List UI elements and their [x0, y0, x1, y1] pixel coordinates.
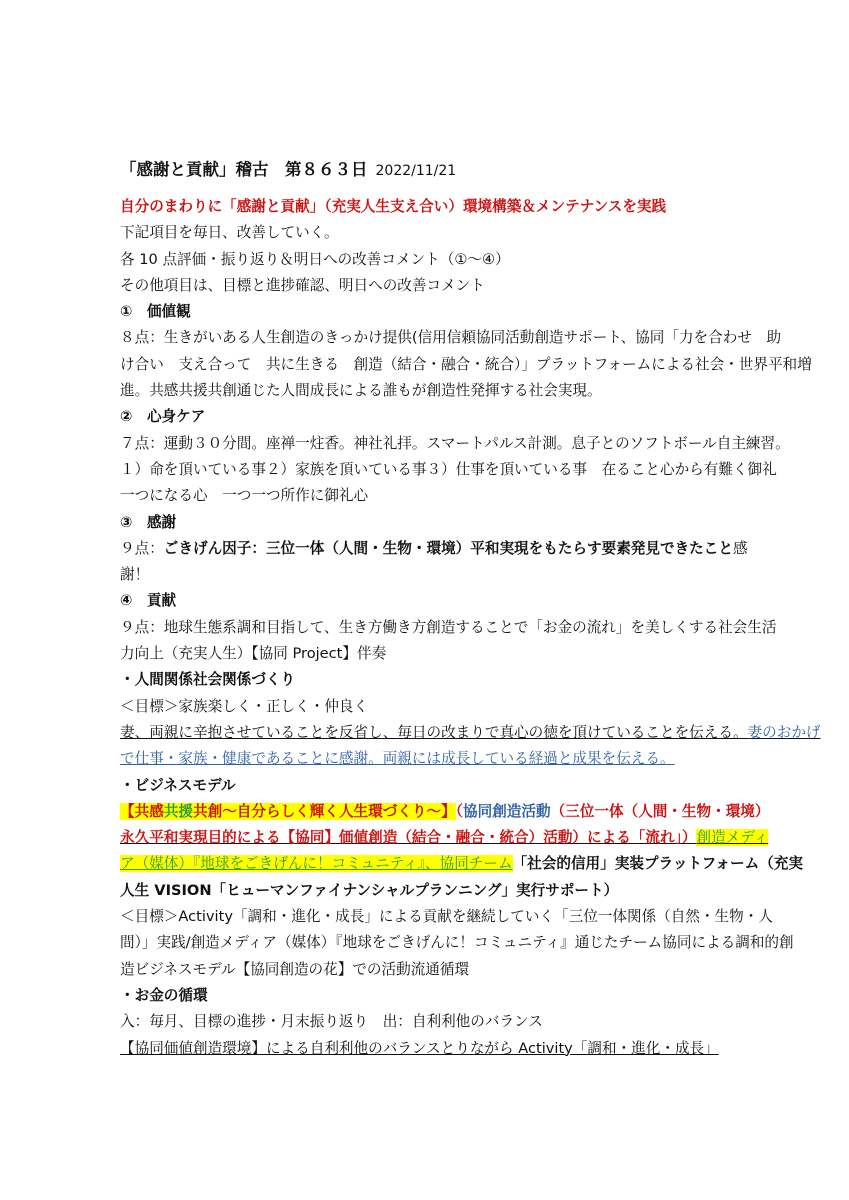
- section-text: 入：毎月、目標の進捗・月末振り返り 出：自利利他のバランス: [120, 1013, 543, 1031]
- business-line: [120, 851, 803, 877]
- text-span: 「社会的信用」実装プラットフォーム（充実: [512, 855, 803, 873]
- section-text: 力向上（充実人生）【協同 Project】伴奏: [120, 645, 387, 663]
- section-text: １）命を頂いている事２）家族を頂いている事３）仕事を頂いている事 在ること心から有難く御礼: [120, 460, 777, 478]
- section-text: で仕事・家族・健康であることに感謝。両親には成長している経過と成果を伝える。: [120, 750, 675, 768]
- section-text: 謝！: [120, 566, 150, 584]
- text-span: （三位一体（人間・生物・環境）: [550, 802, 770, 820]
- section-text: 一つになる心 一つ一つ所作に御礼心: [120, 487, 369, 505]
- text-span: 感: [732, 539, 748, 557]
- section-text: 進。共感共援共創通じた人間成長による誰もが創造性発揮する社会実現。: [120, 382, 602, 400]
- text-span: 永久平和実現目的による【協同】価値創造（結合・融合・統合）活動）による「流れ」）: [120, 829, 697, 847]
- text-span: 共創～自分らしく輝く人生環づくり～】: [193, 802, 456, 820]
- text-span: 創造メディ: [696, 829, 769, 847]
- text-span: ９点：: [120, 539, 164, 557]
- section-text: け合い 支え合って 共に生きる 創造（結合・融合・統合）」プラットフォームによる社会・世界平和増: [120, 355, 812, 373]
- section-heading-values: ① 価値観: [120, 303, 191, 321]
- page-title: [120, 152, 740, 188]
- text-span: 協同創造活動: [463, 802, 551, 820]
- title-main: 「感謝と貢献」稽古 第８６３日: [120, 160, 368, 179]
- subsection-heading-money: ・お金の循環: [120, 986, 208, 1004]
- subsection-heading-business: ・ビジネスモデル: [120, 776, 236, 794]
- section-text: ７点：運動３０分間。座禅一炷香。神社礼拝。スマートパルス計測。息子とのソフトボール自主練習。: [120, 434, 790, 452]
- subtitle: 自分のまわりに「感謝と貢献」（充実人生支え合い）環境構築＆メンテナンスを実践: [120, 198, 667, 215]
- title-date: 2022/11/21: [375, 163, 457, 179]
- goal-text: ＜目標＞家族楽しく・正しく・仲良く: [120, 697, 369, 715]
- section-text: [120, 536, 748, 562]
- section-text: 【協同価値創造環境】による自利利他のバランスとりながら Activity「調和・進化・成長」: [120, 1039, 719, 1057]
- section-text: ８点：生きがいある人生創造のきっかけ提供(信用信頼協同活動創造サポート、協同「力を合わせ 助: [120, 329, 782, 347]
- document-body: [120, 152, 821, 1062]
- intro-line: 各 10 点評価・振り返り＆明日への改善コメント（①～④）: [120, 250, 510, 268]
- business-line: [120, 799, 770, 825]
- intro-line: 下記項目を毎日、改善していく。: [120, 224, 339, 242]
- section-heading-contribution: ④ 貢献: [120, 592, 177, 610]
- subsection-heading-relations: ・人間関係社会関係づくり: [120, 671, 296, 689]
- text-span: （: [455, 802, 463, 820]
- text-span: 共援: [163, 802, 193, 820]
- intro-line: その他項目は、目標と進捗確認、明日への改善コメント: [120, 276, 485, 294]
- business-line: 人生 VISION「ヒューマンファイナンシャルプランニング」実行サポート）: [120, 881, 619, 899]
- goal-text: ＜目標＞Activity「調和・進化・成長」による貢献を継続していく「三位一体関係（自然・生物・人: [120, 908, 773, 926]
- text-span: ごきげん因子：三位一体（人間・生物・環境）平和実現をもたらす要素発見できたこと: [163, 539, 733, 557]
- section-text: [120, 720, 821, 746]
- section-text: ９点：地球生態系調和目指して、生き方働き方創造することで「お金の流れ」を美しくする社会生活: [120, 618, 777, 636]
- text-span: 【共感: [120, 802, 164, 820]
- goal-text: 造ビジネスモデル【協同創造の花】での活動流通循環: [120, 960, 470, 978]
- text-span: 妻のおかげ: [747, 723, 821, 741]
- text-span: 妻、両親に辛抱させていることを反省し、毎日の改まりで真心の徳を頂けていることを伝える。: [120, 723, 748, 741]
- business-line: [120, 825, 769, 851]
- section-heading-gratitude: ③ 感謝: [120, 513, 177, 531]
- text-span: ア（媒体）『地球をごきげんに！コミュニティ』、協同チーム: [120, 855, 513, 873]
- section-heading-care: ② 心身ケア: [120, 408, 206, 426]
- goal-text: 間）」実践/創造メディア（媒体）『地球をごきげんに！コミュニティ』通じたチーム協同による調和的創: [120, 934, 794, 952]
